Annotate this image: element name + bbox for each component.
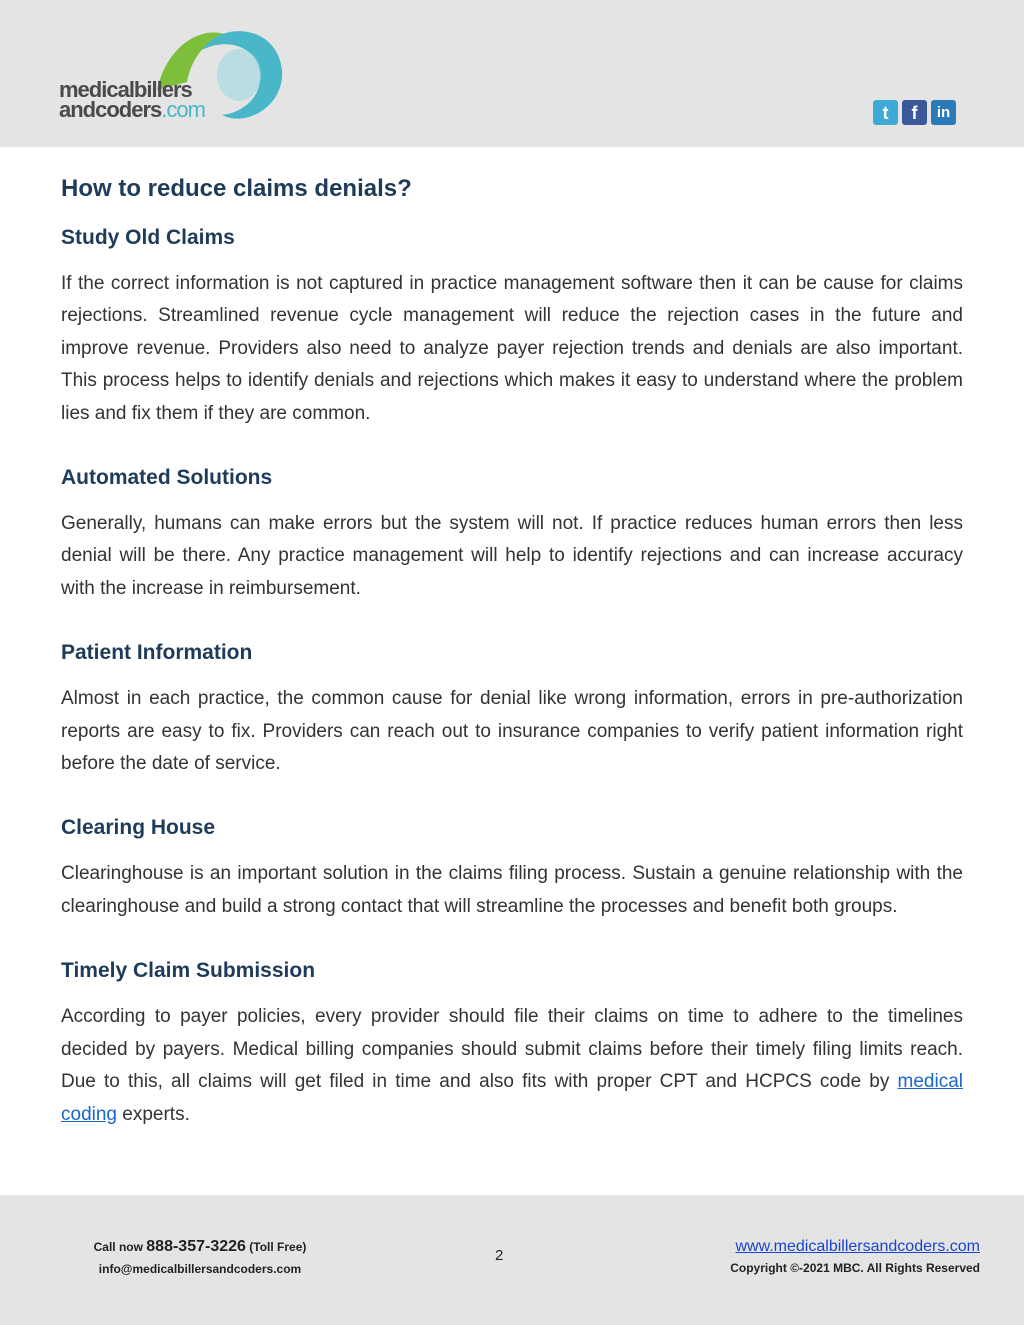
linkedin-icon[interactable]: in: [931, 100, 956, 125]
medical-coding-link[interactable]: medical coding: [61, 1071, 963, 1125]
phone-number[interactable]: 888-357-3226: [146, 1238, 246, 1255]
body-text-after-link: experts.: [117, 1103, 190, 1125]
section-heading-study-old-claims: Study Old Claims: [61, 226, 235, 249]
company-logo[interactable]: [57, 20, 292, 132]
section-body-timely-claim-submission: [61, 1001, 963, 1131]
logo-line1: medicalbillers: [59, 77, 192, 102]
call-label: Call now: [93, 1240, 147, 1254]
toll-free-label: (Toll Free): [245, 1240, 307, 1254]
footer-site-info: [690, 1237, 980, 1279]
article-content: [61, 172, 963, 1165]
section-heading-patient-information: Patient Information: [61, 641, 253, 665]
footer-contact: [80, 1237, 320, 1279]
logo-line2-suffix: .com: [161, 97, 205, 122]
section-body-automated-solutions: Generally, humans can make errors but the system will not. If practice reduces human errors then less denial will be there. Any practice management will help to identify rejections and can increase accuracy with the increase in reimbursement.: [61, 513, 963, 599]
section-heading-timely-claim-submission: Timely Claim Submission: [61, 959, 316, 983]
section-heading-clearing-house: Clearing House: [61, 816, 216, 840]
page-number: 2: [495, 1247, 504, 1264]
twitter-icon[interactable]: t: [873, 100, 898, 125]
body-text-before-link: According to payer policies, every provider should file their claims on time to adhere to the timelines decided by payers. Medical billing companies should submit claims before their timely filing limits reach. Due to this, all claims will get filed in time and also fits with proper CPT and HCPCS code by: [61, 1006, 963, 1093]
facebook-icon[interactable]: f: [902, 100, 927, 125]
page-footer: [0, 1195, 1024, 1325]
section-body-clearing-house: Clearinghouse is an important solution in the claims filing process. Sustain a genuine relationship with the clearinghouse and build a strong contact that will streamline the processes and benefit both groups.: [61, 863, 963, 917]
footer-call-row: [80, 1237, 320, 1257]
section-body-study-old-claims: If the correct information is not captured in practice management software then it can be cause for claims rejections. Streamlined revenue cycle management will reduce the rejection cases in the future and improve revenue. Providers also need to analyze payer rejection trends and denials are also important. This process helps to identify denials and rejections which makes it easy to understand where the problem lies and fix them if they are common.: [61, 273, 963, 424]
copyright-notice: Copyright ©-2021 MBC. All Rights Reserved: [730, 1261, 980, 1275]
logo-line2-main: andcoders: [59, 97, 162, 122]
footer-email[interactable]: info@medicalbillersandcoders.com: [98, 1262, 302, 1276]
article-title: How to reduce claims denials?: [61, 175, 412, 202]
website-link[interactable]: www.medicalbillersandcoders.com: [735, 1238, 980, 1255]
section-body-patient-information: Almost in each practice, the common cause for denial like wrong information, errors in pre-authorization reports are easy to fix. Providers can reach out to insurance companies to verify patient information right before the date of service.: [61, 688, 963, 775]
page-header: [0, 0, 1024, 147]
social-links: [873, 100, 956, 125]
logo-wordmark: [59, 77, 205, 122]
section-heading-automated-solutions: Automated Solutions: [61, 466, 273, 490]
logo-line2: [59, 97, 205, 122]
